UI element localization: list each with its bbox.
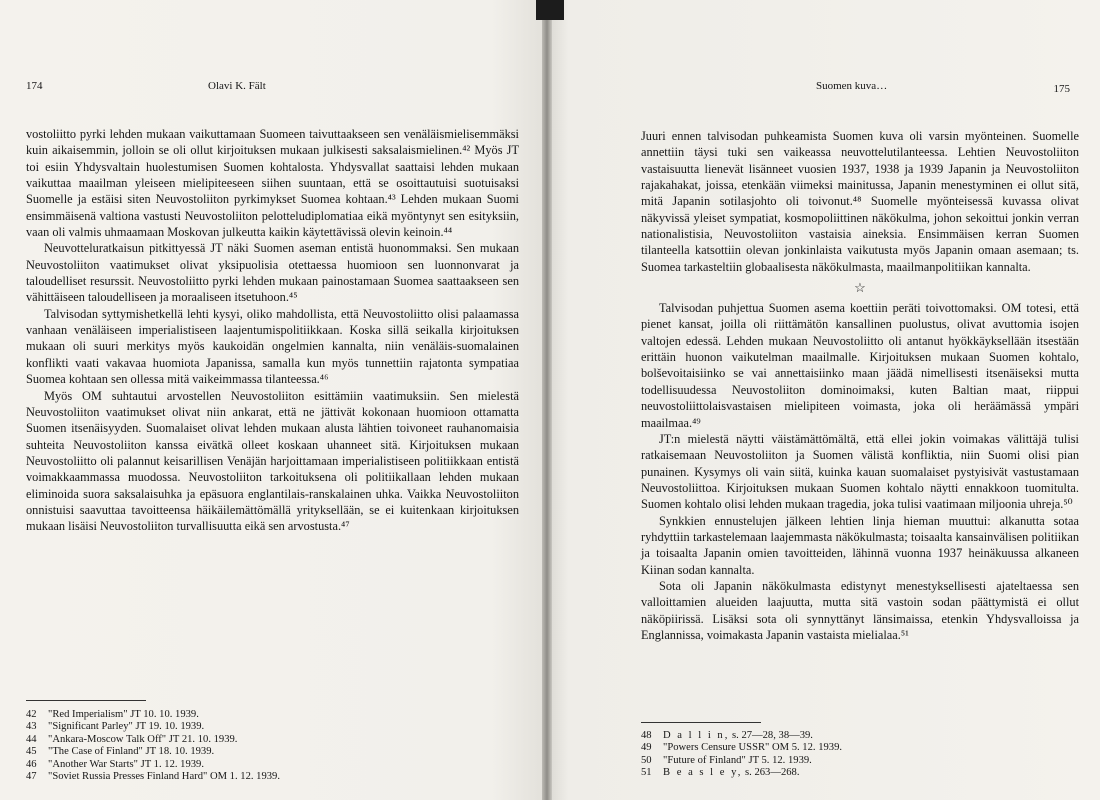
paragraph: Talvisodan syttymishetkellä lehti kysyi, oliko mahdollista, että Neuvostoliitto olisi palaamassa vanhaan venäläiseen imperialistiseen laajentumispolitiikkaan. Koska sillä seikalla kirjoituksen mukaan oli suuri merkitys myös kaukoidän ongelmien kannalta, niin venäläis-suomalainen konflikti vaati vakavaa huomiota Japanissa, samalla kun myös tunnettiin rajatonta sympatiaa Suomea kohtaan sen ollessa mitä vaikeimmassa tilanteessa.⁴⁶	[26, 306, 519, 387]
left-page	[0, 0, 546, 800]
footnote: 43 "Significant Parley" JT 19. 10. 1939.	[26, 721, 205, 733]
footnotes	[641, 730, 1041, 780]
running-head: Olavi K. Fält	[208, 80, 266, 92]
paragraph: JT:n mielestä näytti väistämättömältä, että ellei jokin voimakas välittäjä tulisi ratkaisemaan Neuvostoliiton ja Suomen välistä konfliktia, niin Suomi olisi pian punainen. Kysymys oli vain siitä, kuinka kauan suomalaiset pystyisivät vastustamaan Neuvostoliittoa. Kirjoituksen mukaan Suomen kohtalo näytti ennakkoon tuomitulta. Suomen kohtalo olisi lehden mukaan tragedia, joka tulisi vaatimaan miljoonia uhreja.⁵⁰	[641, 431, 1079, 512]
footnote: 46 "Another War Starts" JT 1. 12. 1939.	[26, 758, 204, 770]
section-divider-star-icon: ☆	[854, 280, 866, 296]
paragraph: Neuvotteluratkaisun pitkittyessä JT näki Suomen aseman entistä huonommaksi. Sen mukaan Neuvostoliiton vaatimukset olivat yksipuolisia otettaessa huomioon sen luonnonvarat ja taloudelliset resurssit. Neuvostoliitto pyrki lehden mukaan painostamaan Suomea saattaakseen sen vähittäiseen taloudelliseen ja moraaliseen itsetuhoon.⁴⁵	[26, 241, 519, 305]
paragraph: Talvisodan puhjettua Suomen asema koettiin peräti toivottomaksi. OM totesi, että pienet kansat, joilla oli riittämätön kansallinen puolustus, olivat avuttomia isojen valtojen edessä. Lehden mukaan Neuvostoliitto oli antanut hyökkäyksellään itsestään erittäin huonon vaikutelman maailmalle. Kirjoituksen mukaan Suomen kohtalo, bolševoitaisiinko se vai annettaisiinko maan jäädä nimellisesti itsenäiseksi mutta todellisuudessa Neuvostoliiton dominoimaksi, kuten Baltian maat, riippui neuvostoliittolaisvastaisen mielipiteen voimasta, joka oli heräämässä ympäri maailmaa.⁴⁹	[641, 301, 1079, 430]
footnote: 51 B e a s l e y, s. 263—268.	[641, 767, 800, 779]
right-page	[546, 0, 1100, 800]
body-text	[26, 126, 519, 535]
footnote: 42 "Red Imperialism" JT 10. 10. 1939.	[26, 709, 199, 720]
page-number: 175	[1053, 83, 1070, 95]
footnote: 44 "Ankara-Moscow Talk Off" JT 21. 10. 1939.	[26, 733, 238, 745]
book-gutter	[542, 0, 552, 800]
paragraph: Juuri ennen talvisodan puhkeamista Suomen kuva oli varsin myönteinen. Suomelle annettiin täysi tuki sen vaikeassa neuvottelutilanteessa. Lehtien Neuvostoliiton vastaisuutta lienevät lisänneet vuosien 1937, 1938 ja 1939 Japanin ja Neuvostoliiton rajakahakat, joissa, etenkään viimeksi mainitussa, Japanin menestyminen ei ollut sitä, mitä Japanin sotilasjohto oli toivonut.⁴⁸ Suomelle myönteisessä kuvassa olivat näkyvissä yleiset sympatiat, kosmopoliittinen näkökulma, johon sekoittui jonkin verran nationalistisia, Neuvostoliiton vastaisia aineksia. Ensimmäisen kerran Suomen tilanteella katsottiin olevan jonkinlaista vaikutusta myös Japanin omaan asemaan; ts. Suomea tarkasteltiin globaalisesta näkökulmasta, maailmanpolitiikan kannalta.	[641, 129, 1079, 274]
body-text	[641, 128, 1079, 643]
paragraph: Synkkien ennustelujen jälkeen lehtien linja hieman muuttui: alkanutta sotaa ryhdyttiin tarkastelemaan laajemmasta näkökulmasta; toisaalta kansainvälisen politiikan ja toisaalta Japanin omien tavoitteiden, lähinnä vuonna 1937 heinäkuussa alkaneen Kiinan sodan kannalta.	[641, 513, 1079, 577]
footnote: 49 "Powers Censure USSR" OM 5. 12. 1939.	[641, 742, 843, 754]
footnote: 47 "Soviet Russia Presses Finland Hard" OM 1. 12. 1939.	[26, 771, 280, 783]
footnote: 45 "The Case of Finland" JT 18. 10. 1939.	[26, 746, 215, 758]
footnote: 48 D a l l i n, s. 27—28, 38—39.	[641, 730, 813, 741]
footnote-rule	[26, 700, 146, 701]
footnote-rule	[641, 722, 761, 723]
paragraph: vostoliitto pyrki lehden mukaan vaikuttamaan Suomeen taivuttaakseen sen venäläismielisemmäksi kuin aikaisemmin, jolloin se oli ollut kirjoituksen mukaan julkisesti saksalaismielinen.⁴² Myös JT toi esiin Yhdysvaltain huolestumisen Suomen kohtalosta. Yhdysvallat saattaisi lehden mukaan vaikuttaa maailman yleiseen mielipiteeseen siihen suuntaan, että se osoittautuisi suotuisaksi Suomelle ja estäisi siten Neuvostoliiton pyrkimykset Suomea kohtaan.⁴³ Lehden mukaan Suomi ensimmäisenä valtiona vastusti Neuvostoliiton pelotteludiplomatiaa eikä myöntynyt sen esityksiin, vaan oli valmis uhmaamaan Moskovan julkeutta kaikin käytettävissä olevin keinoin.⁴⁴	[26, 127, 519, 240]
page-number: 174	[26, 80, 43, 92]
paragraph: Myös OM suhtautui arvostellen Neuvostoliiton esittämiin vaatimuksiin. Sen mielestä Neuvostoliiton vaatimukset olivat niin ankarat, että ne jättivät kokonaan huomioon ottamatta Suomen itsenäisyyden. Suomalaiset olivat lehden mukaan alusta lähtien toivoneet rauhanomaisia suhteita Neuvostoliiton kanssa eivätkä olleet koskaan uhanneet sitä. Kirjoituksen mukaan Neuvostoliitto oli palannut keisarillisen Venäjän harjoittamaan imperialistiseen politiikkaan entistä voimakkaammassa muodossa. Neuvostoliiton tarkoituksena oli politiikallaan lehden mukaan eliminoida suora saksalaisuhka ja epäsuora englantilais-ranskalainen uhka. Vaikka Neuvostoliiton onnistuisi saavuttaa tavoitteensa häikäilemättömällä yrityksellään, se ei kuitenkaan kirjoituksen mukaan lisäisi Neuvostoliiton turvallisuutta eikä sen arvostusta.⁴⁷	[26, 388, 519, 534]
footnote: 50 "Future of Finland" JT 5. 12. 1939.	[641, 754, 812, 766]
footnotes	[26, 709, 466, 783]
scan-shadow	[536, 0, 564, 20]
paragraph: Sota oli Japanin näkökulmasta edistynyt menestyksellisesti ajateltaessa sen valloittamien alueiden laajuutta, mutta sitä vastoin sodan päättymistä ei ollut näköpiirissä. Lisäksi sota oli synnyttänyt länsimaissa, etenkin Yhdysvalloissa ja Englannissa, voimakasta Japanin vastaista mielialaa.⁵¹	[641, 578, 1079, 642]
running-head: Suomen kuva…	[816, 80, 888, 92]
